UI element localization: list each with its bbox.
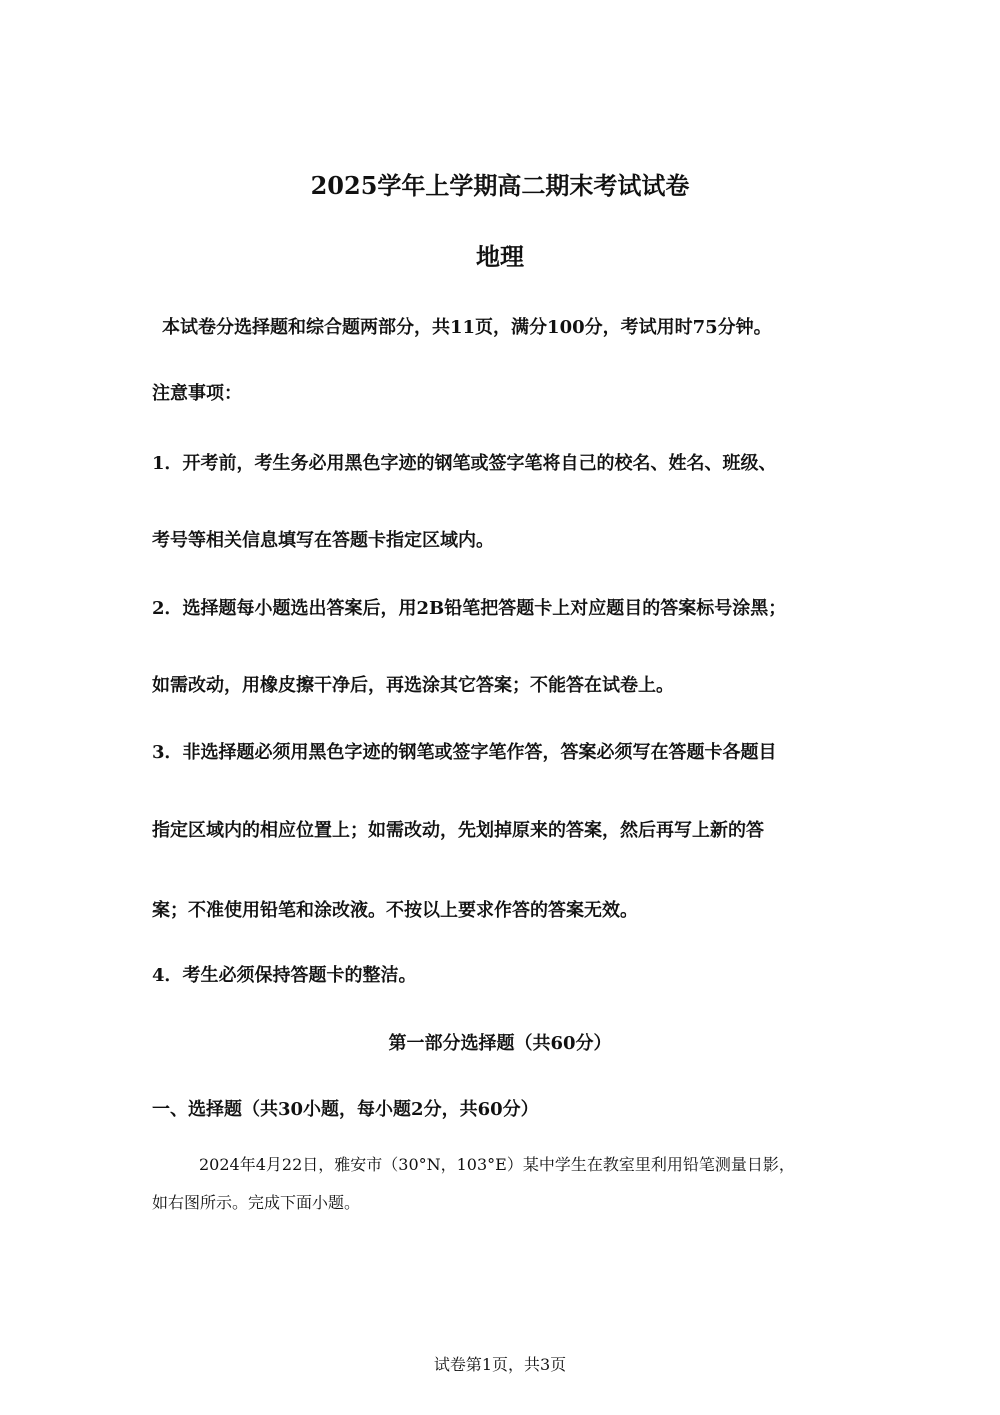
notice-item-2-line-2: 如需改动，用橡皮擦干净后，再选涂其它答案；不能答在试卷上。 <box>152 675 674 696</box>
notice-item-3-line-2: 指定区域内的相应位置上；如需改动，先划掉原来的答案，然后再写上新的答 <box>152 820 764 841</box>
notice-heading: 注意事项： <box>152 383 242 404</box>
notice-item-2-line-1: 2．选择题每小题选出答案后，用2B铅笔把答题卡上对应题目的答案标号涂黑； <box>152 598 787 619</box>
notice-item-1-line-1: 1．开考前，考生务必用黑色字迹的钢笔或签字笔将自己的校名、姓名、班级、 <box>152 453 777 474</box>
subject-title: 地理 <box>476 242 524 271</box>
question-stem-line-1: 2024年4月22日，雅安市（30°N，103°E）某中学生在教室里利用铅笔测量日影， <box>199 1155 795 1174</box>
notice-item-3-line-1: 3．非选择题必须用黑色字迹的钢笔或签字笔作答，答案必须写在答题卡各题目 <box>152 742 777 763</box>
question-stem-line-2: 如右图所示。完成下面小题。 <box>152 1193 361 1212</box>
notice-item-1-line-2: 考号等相关信息填写在答题卡指定区域内。 <box>152 530 494 551</box>
page-footer: 试卷第1页，共3页 <box>433 1355 567 1374</box>
notice-item-4-line-1: 4．考生必须保持答题卡的整洁。 <box>152 965 417 986</box>
part-one-heading: 第一部分选择题（共60分） <box>388 1033 612 1054</box>
exam-intro: 本试卷分选择题和综合题两部分，共11页，满分100分，考试用时75分钟。 <box>162 317 772 338</box>
section-heading: 一、选择题（共30小题，每小题2分，共60分） <box>152 1099 539 1120</box>
notice-item-3-line-3: 案；不准使用铅笔和涂改液。不按以上要求作答的答案无效。 <box>152 900 638 921</box>
exam-title: 2025学年上学期高二期末考试试卷 <box>310 171 690 200</box>
